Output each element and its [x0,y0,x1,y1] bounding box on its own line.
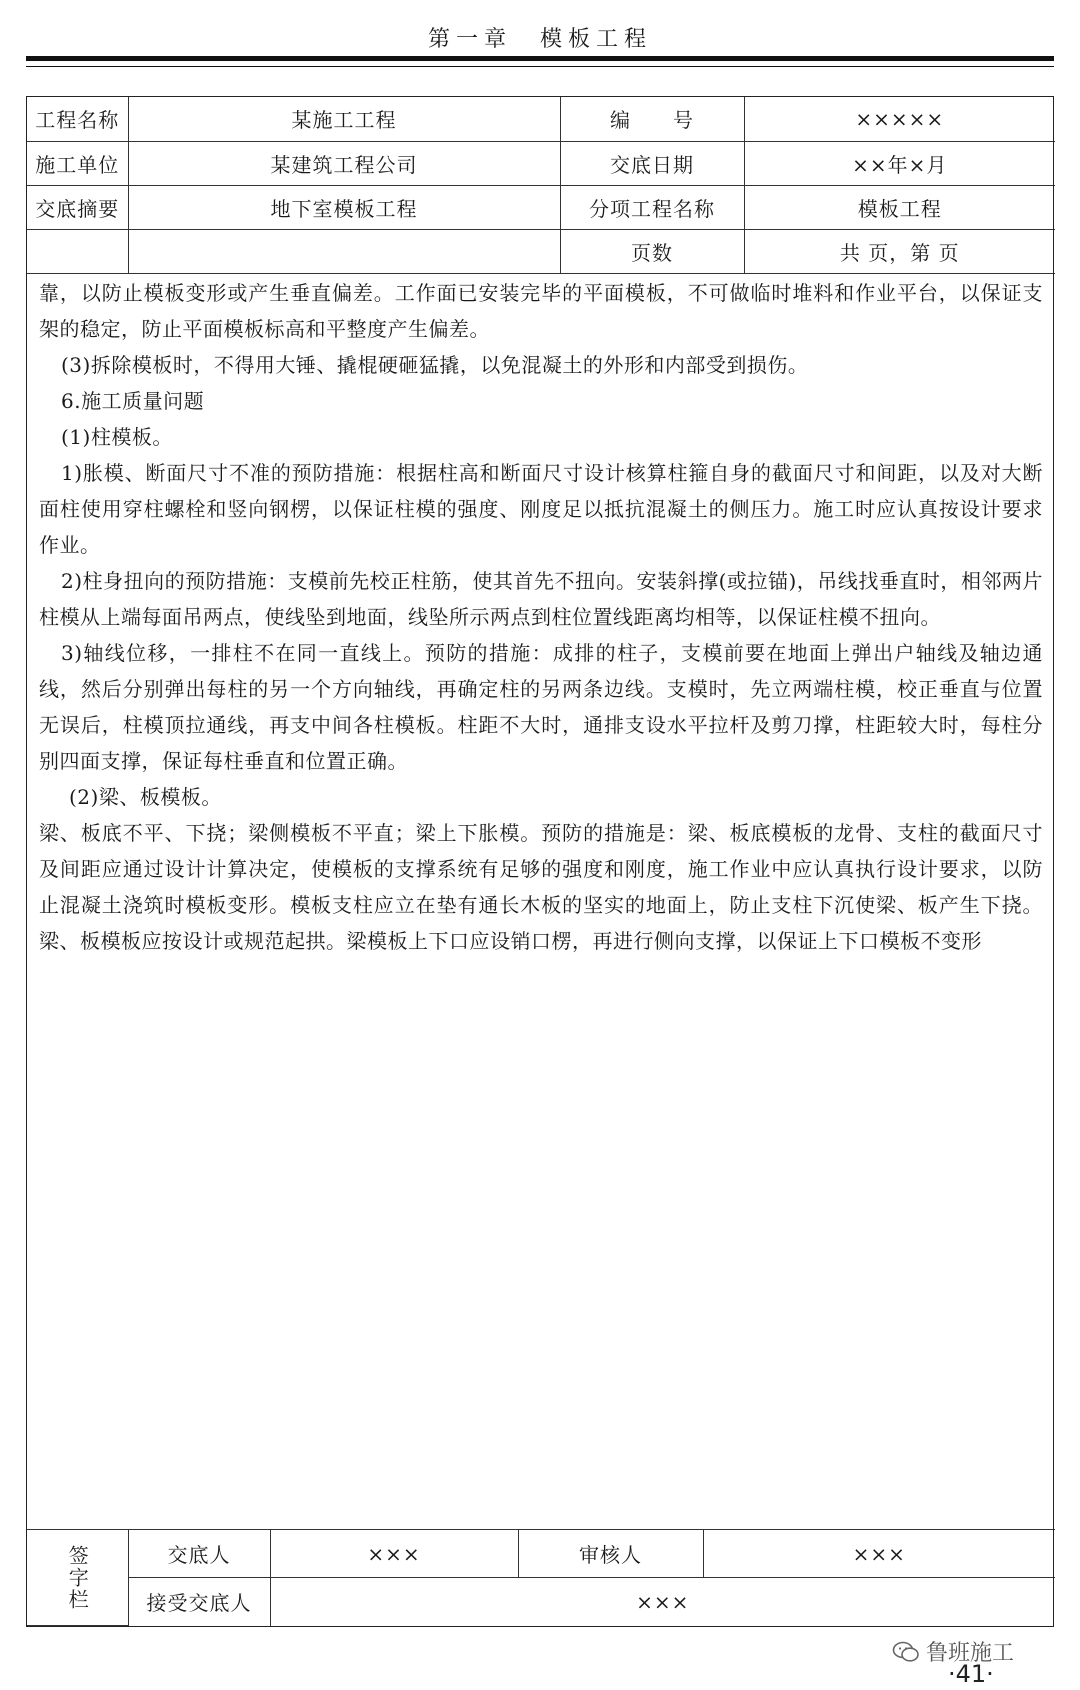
contractor-label: 施工单位 [27,141,128,185]
date-value: ××年×月 [744,141,1055,185]
empty-cell [27,229,128,273]
subitem-label: 分项工程名称 [560,185,744,229]
contractor-value: 某建筑工程公司 [128,141,560,185]
signature-section [27,1530,128,1626]
signature-row [27,1530,1055,1578]
reviewer-value: ××× [703,1530,1055,1578]
summary-value: 地下室模板工程 [128,185,560,229]
signature-row [27,1578,1055,1626]
paragraph: 2)柱身扭向的预防措施：支模前先校正柱筋，使其首先不扭向。安装斜撑(或拉锚)，吊线找垂直时，相邻两片柱模从上端每面吊两点，使线坠到地面，线坠所示两点到柱位置线距离均相等，以保证柱模不扭向。 [39,569,1043,629]
page-header-title: 第一章 模板工程 [427,27,652,52]
paragraph: 3)轴线位移，一排柱不在同一直线上。预防的措施：成排的柱子，支模前要在地面上弹出户轴线及轴边通线，然后分别弹出每柱的另一个方向轴线，再确定柱的另两条边线。支模时，先立两端柱模，校正垂直与位置无误后，柱模顶拉通线，再支中间各柱模板。柱距不大时，通排支设水平拉杆及剪刀撑，柱距较大时，每柱分别四面支撑，保证每柱垂直和位置正确。 [39,641,1043,773]
disclosure-content [39,275,1043,959]
info-row [27,141,1055,185]
info-table [27,97,1055,274]
paragraph: 1)胀模、断面尺寸不准的预防措施：根据柱高和断面尺寸设计核算柱箍自身的截面尺寸和间距，以及对大断面柱使用穿柱螺栓和竖向钢楞，以保证柱模的强度、刚度足以抵抗混凝土的侧压力。施工时应认真按设计要求作业。 [39,461,1043,557]
number-label: 编 号 [560,97,744,141]
discloser-value: ××× [270,1530,518,1578]
paragraph: 靠，以防止模板变形或产生垂直偏差。工作面已安装完毕的平面模板，不可做临时堆料和作业平台，以保证支架的稳定，防止平面模板标高和平整度产生偏差。 [39,281,1043,341]
pages-label: 页数 [560,229,744,273]
pages-value: 共 页，第 页 [744,229,1055,273]
date-label: 交底日期 [560,141,744,185]
empty-cell [128,229,560,273]
project-name-value: 某施工工程 [128,97,560,141]
discloser-label: 交底人 [128,1530,270,1578]
signature-table [27,1529,1055,1626]
header-rule-thin [26,66,1054,67]
signature-section-label: 签字栏 [65,1544,90,1611]
page-number: ·41· [948,1660,994,1688]
info-row [27,229,1055,273]
wechat-icon [892,1641,920,1663]
section-heading: 6.施工质量问题 [61,389,205,413]
subitem-value: 模板工程 [744,185,1055,229]
number-value: ××××× [744,97,1055,141]
receiver-label: 接受交底人 [128,1578,270,1626]
reviewer-label: 审核人 [518,1530,703,1578]
watermark-text: 鲁班施工 [926,1641,1015,1666]
summary-label: 交底摘要 [27,185,128,229]
disclosure-form [26,96,1054,1627]
paragraph: (3)拆除模板时，不得用大锤、撬棍硬砸猛撬，以免混凝土的外形和内部受到损伤。 [61,353,809,377]
subsection-heading: (2)梁、板模板。 [69,785,222,809]
subsection-heading: (1)柱模板。 [61,425,173,449]
receiver-value: ××× [270,1578,1055,1626]
info-row [27,97,1055,141]
paragraph: 梁、板底不平、下挠；梁侧模板不平直；梁上下胀模。预防的措施是：梁、板底模板的龙骨、支柱的截面尺寸及间距应通过设计计算决定，使模板的支撑系统有足够的强度和刚度，施工作业中应认真执行设计要求，以防止混凝土浇筑时模板变形。模板支柱应立在垫有通长木板的坚实的地面上，防止支柱下沉使梁、板产生下挠。梁、板模板应按设计或规范起拱。梁模板上下口应设销口楞，再进行侧向支撑，以保证上下口模板不变形 [39,821,1043,953]
info-row [27,185,1055,229]
project-name-label: 工程名称 [27,97,128,141]
header-rule-thick [26,56,1054,61]
